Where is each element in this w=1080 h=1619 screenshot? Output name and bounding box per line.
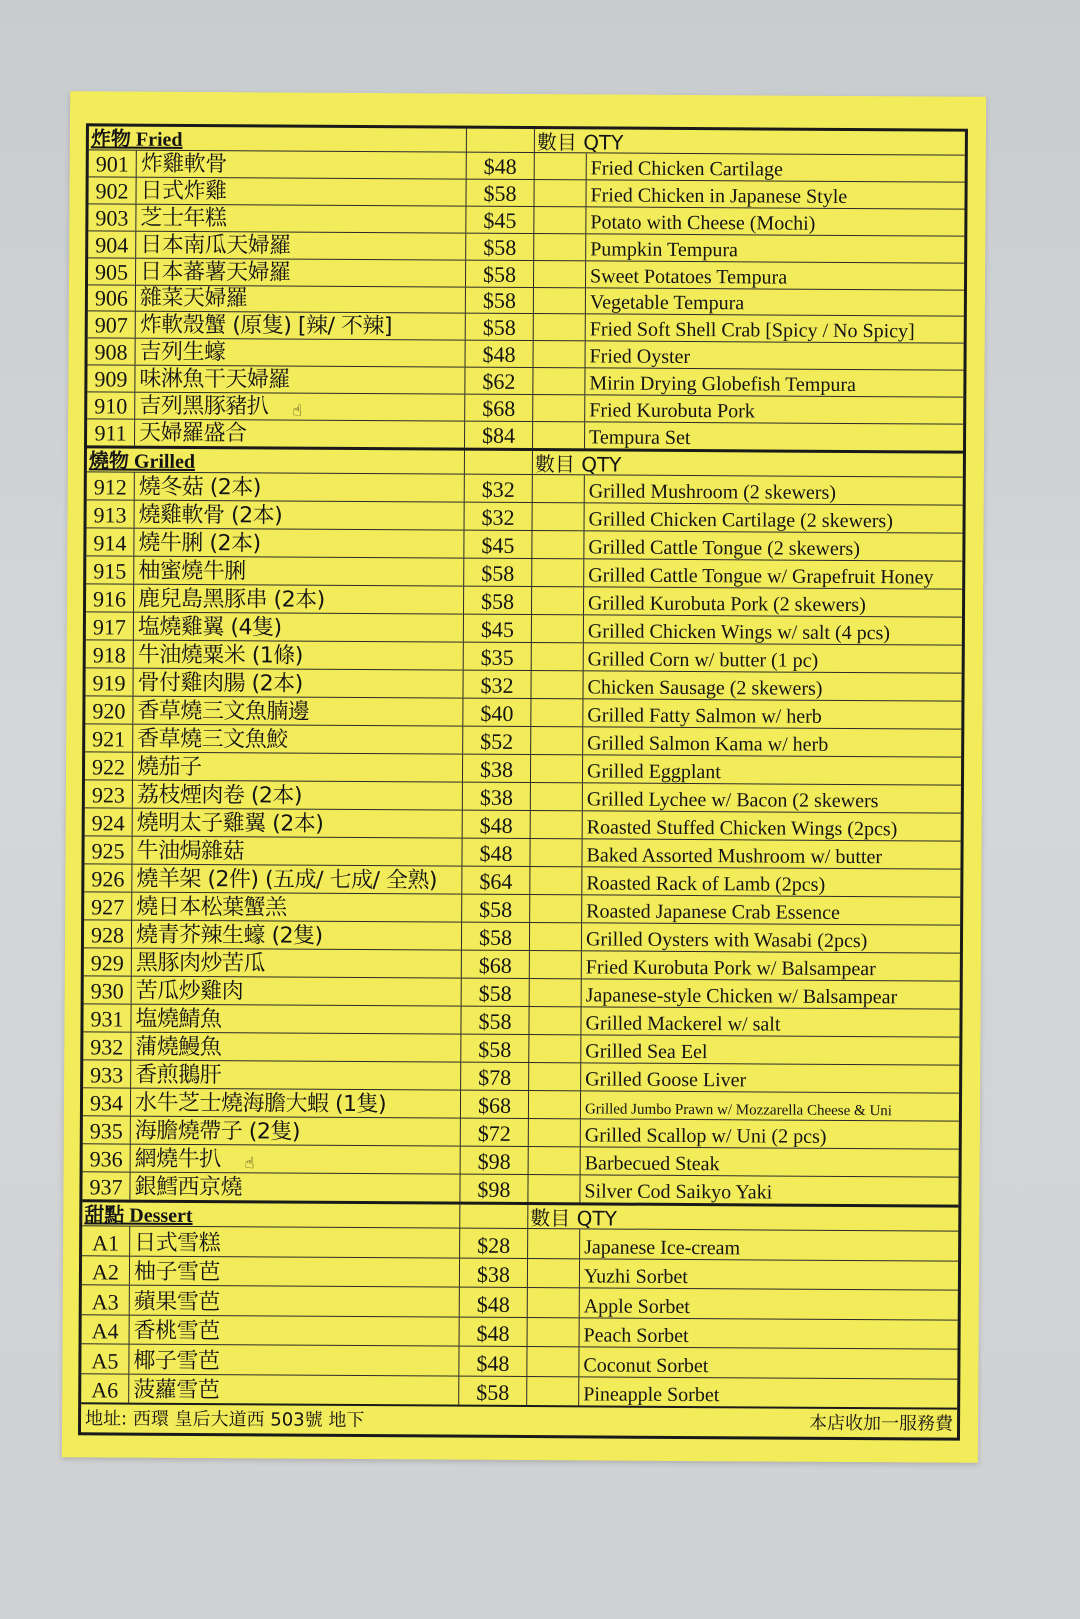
item-name-zh-text: 塩燒鯖魚 bbox=[135, 1006, 222, 1033]
item-price: $68 bbox=[462, 951, 530, 978]
item-name-en: Potato with Cheese (Mochi) bbox=[590, 211, 816, 235]
item-name-en: Fried Chicken Cartilage bbox=[590, 157, 783, 181]
item-name-en: Grilled Mackerel w/ salt bbox=[585, 1012, 781, 1036]
item-code: 932 bbox=[83, 1033, 131, 1060]
item-name-en: Grilled Cattle Tongue (2 skewers) bbox=[588, 536, 860, 561]
qty-cell[interactable] bbox=[530, 839, 582, 866]
item-code: 930 bbox=[84, 977, 132, 1004]
qty-cell[interactable] bbox=[529, 1119, 581, 1146]
qty-cell[interactable] bbox=[530, 979, 582, 1006]
item-name-zh bbox=[135, 501, 465, 530]
item-code: 921 bbox=[85, 724, 133, 751]
section-title-text: 炸物 Fried bbox=[90, 128, 183, 151]
item-code: 912 bbox=[87, 472, 135, 499]
item-code: 908 bbox=[88, 339, 136, 365]
item-price: $84 bbox=[465, 422, 533, 448]
qty-cell[interactable] bbox=[530, 951, 582, 978]
item-name-en: Grilled Salmon Kama w/ herb bbox=[587, 732, 829, 756]
item-code: A1 bbox=[82, 1227, 130, 1256]
item-price: $58 bbox=[466, 260, 534, 286]
qty-cell[interactable] bbox=[533, 503, 585, 530]
qty-cell[interactable] bbox=[532, 643, 584, 670]
item-name-zh-text: 椰子雪芭 bbox=[133, 1348, 220, 1374]
qty-cell[interactable] bbox=[529, 1035, 581, 1062]
qty-cell[interactable] bbox=[529, 1091, 581, 1118]
item-name-zh-text: 菠蘿雪芭 bbox=[133, 1377, 220, 1404]
item-name-zh-text: 燒冬菇 (2本) bbox=[138, 474, 262, 501]
item-name-en: Peach Sorbet bbox=[583, 1324, 689, 1348]
item-code: 933 bbox=[83, 1061, 131, 1088]
item-price: $58 bbox=[464, 587, 532, 614]
section-title bbox=[89, 126, 467, 151]
item-name-zh bbox=[136, 339, 466, 367]
item-name-zh-text: 燒明太子雞翼 (2本) bbox=[136, 810, 324, 837]
item-name-zh bbox=[134, 557, 464, 586]
item-name-en: Barbecued Steak bbox=[584, 1152, 720, 1176]
item-name-zh-text: 天婦羅盛合 bbox=[139, 420, 247, 447]
item-name-zh-text: 鹿兒島黑豚串 (2本) bbox=[138, 586, 325, 613]
item-price: $32 bbox=[465, 475, 533, 502]
section-dessert bbox=[81, 1200, 958, 1408]
price-column-header bbox=[465, 451, 533, 474]
qty-cell[interactable] bbox=[531, 727, 583, 754]
item-code: A6 bbox=[81, 1374, 129, 1403]
item-name-zh-text: 骨付雞肉腸 (2本) bbox=[137, 670, 303, 697]
item-code: 927 bbox=[84, 893, 132, 920]
qty-header: 數目 QTY bbox=[530, 1206, 617, 1231]
item-price: $64 bbox=[462, 867, 530, 894]
item-code: 937 bbox=[82, 1173, 130, 1200]
item-code: 915 bbox=[86, 556, 134, 583]
item-code: A5 bbox=[81, 1344, 129, 1373]
item-price: $35 bbox=[464, 643, 532, 670]
item-name-zh bbox=[131, 1005, 461, 1034]
item-name-zh-text: 水牛芝士燒海膽大蝦 (1隻) bbox=[134, 1090, 387, 1118]
item-price: $45 bbox=[464, 531, 532, 558]
qty-cell[interactable] bbox=[535, 153, 587, 179]
item-name-zh-text: 柚蜜燒牛脷 bbox=[138, 558, 246, 585]
qty-cell[interactable] bbox=[528, 1259, 580, 1288]
item-price: $45 bbox=[466, 206, 534, 232]
item-name-en: Pineapple Sorbet bbox=[583, 1383, 720, 1407]
qty-cell[interactable] bbox=[528, 1318, 580, 1347]
item-price: $38 bbox=[463, 783, 531, 810]
item-name-en: Grilled Corn w/ butter (1 pc) bbox=[587, 648, 819, 672]
item-name-zh bbox=[133, 697, 463, 726]
item-name-zh bbox=[132, 977, 462, 1006]
item-name-en: Grilled Chicken Wings w/ salt (4 pcs) bbox=[587, 620, 891, 645]
item-code: 916 bbox=[86, 584, 134, 611]
item-name-en: Japanese-style Chicken w/ Balsampear bbox=[585, 984, 898, 1009]
menu-footer bbox=[81, 1402, 957, 1437]
item-name-zh-text: 海膽燒帶子 (2隻) bbox=[134, 1118, 301, 1145]
item-name-en: Pumpkin Tempura bbox=[590, 238, 738, 261]
item-price: $40 bbox=[463, 699, 531, 726]
item-name-zh bbox=[136, 285, 466, 313]
item-price: $38 bbox=[460, 1258, 528, 1287]
qty-cell[interactable] bbox=[534, 180, 586, 206]
item-price: $52 bbox=[463, 727, 531, 754]
item-code: 920 bbox=[85, 696, 133, 723]
item-name-en: Fried Oyster bbox=[589, 345, 691, 369]
item-name-en: Grilled Goose Liver bbox=[585, 1068, 747, 1092]
item-name-zh bbox=[131, 1145, 461, 1174]
qty-cell[interactable] bbox=[534, 314, 586, 340]
item-name-zh bbox=[130, 1173, 460, 1202]
section-fried bbox=[87, 126, 965, 450]
qty-cell[interactable] bbox=[529, 1007, 581, 1034]
item-name-en: Coconut Sorbet bbox=[583, 1353, 709, 1377]
section-title bbox=[82, 1203, 460, 1228]
item-price: $58 bbox=[466, 314, 534, 340]
item-code: 907 bbox=[88, 312, 136, 338]
item-name-zh bbox=[133, 753, 463, 782]
item-code: 909 bbox=[87, 366, 135, 392]
qty-cell[interactable] bbox=[528, 1229, 580, 1258]
item-name-en: Silver Cod Saikyo Yaki bbox=[584, 1180, 773, 1204]
item-name-zh-text: 日本蕃薯天婦羅 bbox=[140, 259, 291, 286]
qty-cell[interactable] bbox=[527, 1377, 579, 1406]
item-name-en: Grilled Cattle Tongue w/ Grapefruit Honey bbox=[588, 564, 934, 589]
item-name-zh bbox=[137, 151, 467, 179]
item-name-zh-text: 香草燒三文魚腩邊 bbox=[137, 698, 310, 725]
item-price: $48 bbox=[466, 341, 534, 367]
qty-cell[interactable] bbox=[533, 395, 585, 421]
item-name-zh bbox=[129, 1374, 459, 1404]
price-column-header bbox=[460, 1205, 528, 1228]
item-name-zh bbox=[132, 949, 462, 978]
item-name-zh bbox=[134, 641, 464, 670]
qty-cell[interactable] bbox=[529, 1063, 581, 1090]
item-price: $58 bbox=[461, 1007, 529, 1034]
item-price: $78 bbox=[461, 1063, 529, 1090]
item-name-en: Fried Kurobuta Pork w/ Balsampear bbox=[585, 956, 876, 981]
qty-cell[interactable] bbox=[533, 368, 585, 394]
item-price: $98 bbox=[460, 1175, 528, 1202]
item-code: 931 bbox=[83, 1005, 131, 1032]
item-name-zh bbox=[133, 669, 463, 698]
qty-cell[interactable] bbox=[534, 341, 586, 367]
item-name-en: Grilled Jumbo Prawn w/ Mozzarella Cheese & Uni bbox=[584, 1101, 893, 1120]
qty-cell[interactable] bbox=[531, 671, 583, 698]
item-code: A3 bbox=[82, 1285, 130, 1314]
item-price: $58 bbox=[466, 287, 534, 313]
item-name-zh bbox=[135, 393, 465, 421]
section-title bbox=[87, 448, 465, 473]
item-price: $48 bbox=[459, 1347, 527, 1376]
item-name-en: Grilled Sea Eel bbox=[585, 1040, 708, 1064]
qty-cell[interactable] bbox=[530, 895, 582, 922]
item-name-zh-text: 蒲燒鰻魚 bbox=[135, 1034, 222, 1061]
qty-cell[interactable] bbox=[531, 811, 583, 838]
item-name-en: Vegetable Tempura bbox=[589, 291, 745, 315]
item-name-en: Fried Kurobuta Pork bbox=[589, 399, 755, 423]
item-price: $32 bbox=[463, 671, 531, 698]
hand-pointer-icon: ☝ bbox=[292, 400, 302, 420]
item-name-en: Grilled Lychee w/ Bacon (2 skewers bbox=[586, 788, 879, 813]
qty-cell[interactable] bbox=[531, 783, 583, 810]
item-name-zh-text: 味淋魚干天婦羅 bbox=[139, 366, 291, 393]
item-name-zh bbox=[131, 1033, 461, 1062]
item-name-zh-text: 吉列生蠔 bbox=[139, 339, 226, 366]
item-code: 936 bbox=[83, 1145, 131, 1172]
item-price: $68 bbox=[465, 395, 533, 421]
item-code: 904 bbox=[88, 231, 136, 257]
qty-header: 數目 QTY bbox=[534, 452, 622, 477]
item-code: 919 bbox=[85, 668, 133, 695]
item-code: 924 bbox=[85, 808, 133, 835]
item-name-en: Grilled Kurobuta Pork (2 skewers) bbox=[587, 592, 866, 617]
item-name-zh-text: 牛油焗雜菇 bbox=[136, 838, 245, 865]
qty-cell[interactable] bbox=[533, 422, 585, 448]
item-code: 918 bbox=[86, 640, 134, 667]
item-code: 906 bbox=[88, 285, 136, 311]
item-name-en: Grilled Fatty Salmon w/ herb bbox=[587, 704, 822, 728]
item-name-zh-text: 燒牛脷 (2本) bbox=[138, 530, 261, 557]
item-name-zh-text: 苦瓜炒雞肉 bbox=[135, 978, 244, 1005]
item-price: $28 bbox=[460, 1229, 528, 1258]
menu-paper bbox=[62, 91, 986, 1463]
item-name-zh bbox=[130, 1256, 460, 1286]
item-code: A4 bbox=[82, 1315, 130, 1344]
item-name-zh-text: 吉列黑豚豬扒 bbox=[139, 393, 269, 420]
qty-cell[interactable] bbox=[531, 699, 583, 726]
item-name-en: Fried Chicken in Japanese Style bbox=[590, 184, 848, 208]
section-title-text: 甜點 Dessert bbox=[84, 1204, 193, 1228]
item-name-zh bbox=[135, 420, 465, 448]
qty-cell[interactable] bbox=[528, 1288, 580, 1317]
item-name-zh bbox=[134, 585, 464, 614]
item-code: 905 bbox=[88, 258, 136, 284]
item-name-en: Japanese Ice-cream bbox=[584, 1236, 741, 1260]
item-code: 935 bbox=[83, 1117, 131, 1144]
qty-header: 數目 QTY bbox=[536, 130, 624, 155]
item-name-zh-text: 日式炸雞 bbox=[140, 178, 227, 204]
item-code: 922 bbox=[85, 752, 133, 779]
item-name-zh-text: 蘋果雪芭 bbox=[133, 1289, 220, 1315]
item-name-en: Roasted Stuffed Chicken Wings (2pcs) bbox=[586, 816, 898, 841]
item-price: $58 bbox=[459, 1376, 527, 1405]
item-price: $58 bbox=[462, 895, 530, 922]
item-name-en: Fried Soft Shell Crab [Spicy / No Spicy] bbox=[589, 318, 915, 343]
item-name-zh-text: 黑豚肉炒苦瓜 bbox=[135, 950, 265, 977]
item-name-zh bbox=[136, 312, 466, 340]
item-name-zh bbox=[132, 837, 462, 866]
item-price: $48 bbox=[463, 811, 531, 838]
item-code: 901 bbox=[89, 150, 137, 176]
item-price: $98 bbox=[461, 1147, 529, 1174]
item-name-zh bbox=[130, 1286, 460, 1316]
qty-cell[interactable] bbox=[533, 475, 585, 502]
item-price: $58 bbox=[462, 979, 530, 1006]
item-name-en: Sweet Potatoes Tempura bbox=[589, 264, 788, 289]
item-price: $32 bbox=[465, 503, 533, 530]
item-name-zh bbox=[136, 204, 466, 232]
item-name-zh-text: 日式雪糕 bbox=[134, 1230, 221, 1256]
item-name-zh bbox=[130, 1227, 460, 1257]
qty-cell[interactable] bbox=[534, 288, 586, 314]
item-name-zh bbox=[131, 1061, 461, 1090]
item-code: 910 bbox=[87, 392, 135, 418]
qty-cell[interactable] bbox=[532, 559, 584, 586]
item-name-zh bbox=[132, 865, 462, 894]
item-name-en: Grilled Eggplant bbox=[586, 760, 721, 784]
qty-cell[interactable] bbox=[532, 587, 584, 614]
item-price: $48 bbox=[467, 153, 535, 179]
address-text: 地址: 西環 皇后大道西 503號 地下 bbox=[85, 1408, 365, 1432]
item-price: $48 bbox=[462, 839, 530, 866]
item-price: $58 bbox=[461, 1035, 529, 1062]
item-code: 929 bbox=[84, 949, 132, 976]
item-name-zh-text: 芝士年糕 bbox=[140, 205, 227, 231]
qty-cell[interactable] bbox=[530, 923, 582, 950]
item-name-en: Yuzhi Sorbet bbox=[583, 1265, 688, 1289]
item-name-zh bbox=[135, 473, 465, 502]
item-name-zh bbox=[132, 893, 462, 922]
item-name-zh bbox=[131, 1089, 461, 1118]
item-name-zh-text: 炸雞軟骨 bbox=[140, 151, 227, 178]
item-code: 928 bbox=[84, 921, 132, 948]
item-name-zh-text: 銀鱈西京燒 bbox=[134, 1175, 243, 1201]
qty-cell[interactable] bbox=[530, 867, 582, 894]
item-price: $48 bbox=[460, 1288, 528, 1317]
qty-cell[interactable] bbox=[531, 755, 583, 782]
item-price: $58 bbox=[462, 923, 530, 950]
qty-cell[interactable] bbox=[532, 531, 584, 558]
item-name-zh-text: 荔枝煙肉卷 (2本) bbox=[136, 782, 303, 809]
item-name-zh-text: 日本南瓜天婦羅 bbox=[140, 232, 291, 259]
item-name-zh-text: 香煎鵝肝 bbox=[135, 1062, 222, 1089]
qty-cell[interactable] bbox=[532, 615, 584, 642]
item-name-en: Grilled Scallop w/ Uni (2 pcs) bbox=[584, 1124, 827, 1149]
item-code: 913 bbox=[87, 500, 135, 527]
item-name-zh bbox=[133, 725, 463, 754]
item-name-zh bbox=[133, 781, 463, 810]
item-code: 934 bbox=[83, 1089, 131, 1116]
item-name-en: Tempura Set bbox=[589, 426, 691, 449]
hand-pointer-icon: ☝ bbox=[244, 1153, 254, 1173]
item-code: 902 bbox=[88, 177, 136, 203]
item-name-en: Grilled Mushroom (2 skewers) bbox=[588, 480, 836, 504]
item-code: 926 bbox=[84, 865, 132, 892]
item-name-zh bbox=[134, 613, 464, 642]
section-grilled bbox=[82, 445, 963, 1205]
item-code: 911 bbox=[87, 419, 135, 445]
item-name-zh-text: 網燒牛扒 bbox=[134, 1147, 221, 1173]
item-name-zh-text: 燒茄子 bbox=[136, 754, 202, 781]
item-name-zh bbox=[136, 258, 466, 286]
item-price: $45 bbox=[464, 615, 532, 642]
item-name-en: Mirin Drying Globefish Tempura bbox=[589, 372, 856, 397]
item-name-zh-text: 炸軟殼蟹 (原隻) [辣/ 不辣] bbox=[139, 312, 393, 340]
item-name-zh bbox=[134, 529, 464, 558]
item-code: 923 bbox=[85, 780, 133, 807]
qty-cell[interactable] bbox=[528, 1175, 580, 1202]
item-name-zh-text: 燒雞軟骨 (2本) bbox=[138, 502, 283, 529]
item-price: $58 bbox=[466, 180, 534, 206]
item-name-en: Grilled Chicken Cartilage (2 skewers) bbox=[588, 508, 893, 533]
item-name-zh bbox=[133, 809, 463, 838]
item-code: 917 bbox=[86, 612, 134, 639]
item-price: $68 bbox=[461, 1091, 529, 1118]
item-name-zh-text: 香草燒三文魚鮫 bbox=[137, 726, 288, 753]
item-code: 914 bbox=[86, 528, 134, 555]
qty-cell[interactable] bbox=[534, 207, 586, 233]
qty-cell[interactable] bbox=[529, 1147, 581, 1174]
order-form-table bbox=[78, 123, 968, 1440]
item-price: $48 bbox=[460, 1317, 528, 1346]
item-name-en: Baked Assorted Mushroom w/ butter bbox=[586, 844, 883, 869]
section-title-text: 燒物 Grilled bbox=[88, 450, 196, 473]
item-name-zh bbox=[136, 231, 466, 259]
item-name-zh-text: 香桃雪芭 bbox=[133, 1318, 220, 1345]
item-price: $72 bbox=[461, 1119, 529, 1146]
qty-cell[interactable] bbox=[534, 261, 586, 287]
item-price: $58 bbox=[464, 559, 532, 586]
service-charge-text: 本店收加一服務費 bbox=[808, 1412, 954, 1435]
qty-cell[interactable] bbox=[527, 1347, 579, 1376]
item-name-en: Roasted Rack of Lamb (2pcs) bbox=[586, 872, 826, 897]
item-code: 903 bbox=[88, 204, 136, 230]
item-name-en: Chicken Sausage (2 skewers) bbox=[587, 676, 823, 700]
item-name-zh bbox=[135, 366, 465, 394]
item-name-zh-text: 燒日本松葉蟹羔 bbox=[136, 894, 287, 921]
item-name-zh bbox=[136, 178, 466, 206]
item-name-zh-text: 雜菜天婦羅 bbox=[139, 286, 248, 312]
item-name-zh-text: 牛油燒粟米 (1條) bbox=[137, 642, 303, 669]
item-name-zh-text: 燒青芥辣生蠔 (2隻) bbox=[135, 922, 323, 950]
item-name-zh-text: 燒羊架 (2件) (五成/ 七成/ 全熟) bbox=[136, 866, 438, 894]
item-name-zh bbox=[131, 1117, 461, 1146]
item-price: $58 bbox=[466, 233, 534, 259]
item-name-en: Grilled Oysters with Wasabi (2pcs) bbox=[585, 928, 868, 953]
item-name-zh bbox=[129, 1345, 459, 1375]
item-name-en: Apple Sorbet bbox=[583, 1294, 690, 1318]
item-price: $62 bbox=[465, 368, 533, 394]
item-price: $38 bbox=[463, 755, 531, 782]
item-code: A2 bbox=[82, 1256, 130, 1285]
item-code: 925 bbox=[84, 837, 132, 864]
price-column-header bbox=[467, 129, 535, 152]
item-name-zh-text: 塩燒雞翼 (4隻) bbox=[137, 614, 282, 641]
qty-cell[interactable] bbox=[534, 234, 586, 260]
item-name-zh bbox=[132, 921, 462, 950]
item-name-en: Roasted Japanese Crab Essence bbox=[586, 900, 841, 925]
item-name-zh-text: 柚子雪芭 bbox=[133, 1259, 221, 1286]
item-name-zh bbox=[130, 1315, 460, 1345]
